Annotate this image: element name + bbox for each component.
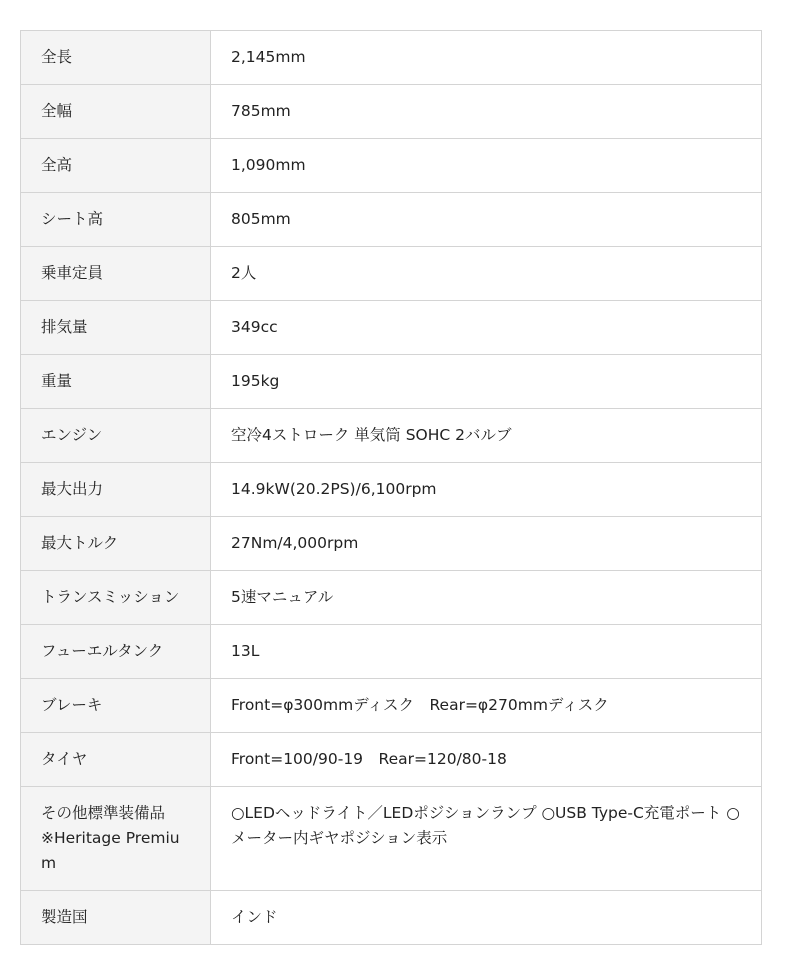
- spec-label: タイヤ: [21, 733, 211, 787]
- table-row: [21, 733, 762, 787]
- spec-value: インド: [211, 891, 762, 945]
- spec-label: 排気量: [21, 301, 211, 355]
- spec-value: 2,145mm: [211, 31, 762, 85]
- table-row: [21, 891, 762, 945]
- spec-label: 重量: [21, 355, 211, 409]
- spec-label: 最大トルク: [21, 517, 211, 571]
- spec-value: 805mm: [211, 193, 762, 247]
- table-row: [21, 679, 762, 733]
- table-row: [21, 301, 762, 355]
- table-row: [21, 787, 762, 891]
- table-row: [21, 85, 762, 139]
- spec-label-note: ※Heritage Premium: [41, 829, 180, 872]
- spec-value: 349cc: [211, 301, 762, 355]
- spec-label: 乗車定員: [21, 247, 211, 301]
- spec-label: 全高: [21, 139, 211, 193]
- table-row: [21, 193, 762, 247]
- spec-value: 5速マニュアル: [211, 571, 762, 625]
- spec-label: シート高: [21, 193, 211, 247]
- spec-value: 14.9kW(20.2PS)/6,100rpm: [211, 463, 762, 517]
- spec-value: 27Nm/4,000rpm: [211, 517, 762, 571]
- spec-label: 全幅: [21, 85, 211, 139]
- table-row: [21, 355, 762, 409]
- spec-label: 最大出力: [21, 463, 211, 517]
- spec-value: 13L: [211, 625, 762, 679]
- spec-value: ○LEDヘッドライト／LEDポジションランプ ○USB Type-C充電ポート ○メーター内ギヤポジション表示: [211, 787, 762, 891]
- spec-label: ブレーキ: [21, 679, 211, 733]
- spec-value: 785mm: [211, 85, 762, 139]
- spec-value: Front=100/90-19 Rear=120/80-18: [211, 733, 762, 787]
- spec-table: [20, 30, 762, 945]
- table-row: [21, 247, 762, 301]
- table-row: [21, 625, 762, 679]
- table-row: [21, 571, 762, 625]
- spec-label-cell: [21, 787, 211, 891]
- spec-label: トランスミッション: [21, 571, 211, 625]
- spec-label: フューエルタンク: [21, 625, 211, 679]
- table-row: [21, 517, 762, 571]
- table-row: [21, 463, 762, 517]
- table-row: [21, 409, 762, 463]
- spec-value: Front=φ300mmディスク Rear=φ270mmディスク: [211, 679, 762, 733]
- spec-label: 全長: [21, 31, 211, 85]
- spec-value: 空冷4ストローク 単気筒 SOHC 2バルブ: [211, 409, 762, 463]
- spec-value: 1,090mm: [211, 139, 762, 193]
- spec-label: 製造国: [21, 891, 211, 945]
- table-row: [21, 31, 762, 85]
- spec-value: 2人: [211, 247, 762, 301]
- spec-label: その他標準装備品: [41, 804, 166, 822]
- table-row: [21, 139, 762, 193]
- spec-value: 195kg: [211, 355, 762, 409]
- spec-label: エンジン: [21, 409, 211, 463]
